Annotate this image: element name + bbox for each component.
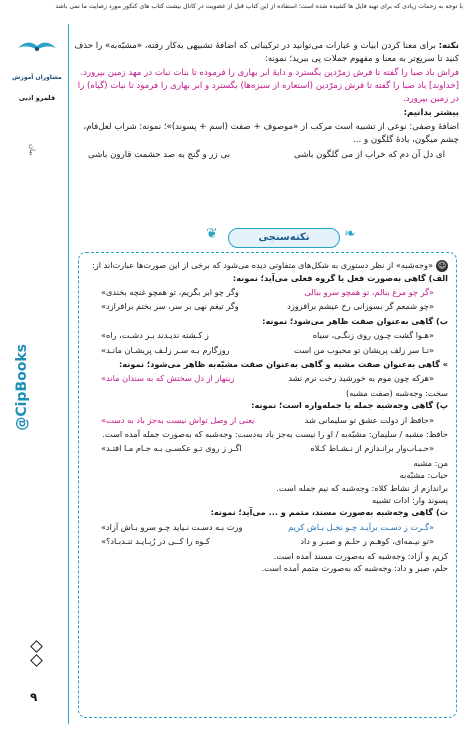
poem-hemistich-left: ز کـشته ندیـدند بـر دشـت، راه» (101, 330, 209, 341)
tip-icon: ☺ (437, 260, 447, 270)
section-c-heading: » گاهی به‌عنوان صفت مشبه و گاهی به‌عنوان صفت مشبّه‌به ظاهر می‌شود؛ نمونه: (119, 358, 448, 369)
section-f-note: کریم و آزاد: وجه‌شبه که به‌صورت مسند آمده است. (273, 550, 448, 561)
section-b-heading: ب) گاهی به‌عنوان صفت ظاهر می‌شود؛ نمونه: (262, 315, 448, 326)
box-title: نکته‌سنجی (228, 228, 340, 248)
note-text: برای معنا کردن ابیات و عبارات می‌توانید در ترکیباتی که اضافهٔ تشبیهی به‌کار رفته، «مشبّه‌به» را حذف کنید تا سریع‌تر به معنا و مفهوم جملات پی ببرید؛ نمونه: (74, 41, 459, 64)
logo-subtitle: قلمرو ادبی (18, 94, 56, 102)
section-d-note: حافظ: مشبه / سلیمان: مشبّه‌به / او را نیست به‌جز باد به‌دست: وجه‌شبه که به‌صورت جمله آمده است. (102, 428, 448, 439)
intro-section (74, 40, 459, 164)
watermark-text: @CipBooks (14, 344, 30, 431)
poem-hemistich-right: «هرکه چون موم به خورشید رخت نرم نشد (288, 373, 434, 384)
poem-hemistich-right: «هـوا گشت چـون روی زنگـی، سیاه (312, 330, 434, 341)
poem-line (87, 442, 448, 454)
example-paragraph: فراش باد صبا را گفته تا فرش زمرّدین بگسترد و دایهٔ ابر بهاری را فرموده تا بنات نبات در مهد زمین بپرورد. [خداوند] باد صبا را گفته تا فرش زمرّدین (استعاره از سبزه‌ها) بگسترد و ابر بهاری را فرمود تا نبات (گیاه) را در زمین بپرورد. (77, 68, 459, 104)
more-info-label: بیشتر بدانیم: (403, 108, 459, 118)
section-d-heading: پ) گاهی وجه‌شبه جمله یا جمله‌واره است؛ نمونه: (251, 400, 448, 411)
section-f-heading: ت) گاهی وجه‌شبه به‌صورت مسند، متمم و ... می‌آید؛ نمونه: (210, 507, 448, 518)
section-f-note: حلم، صبر و داد: وجه‌شبه که به‌صورت متمم آمده است. (261, 563, 448, 574)
poem-hemistich-right: «گر چو مرغ بنالم، تو همچو سرو ببالی (304, 286, 434, 297)
poem-line (87, 372, 448, 384)
poem-line (87, 300, 448, 312)
box-header (78, 222, 457, 252)
descriptive-compound-text: اضافهٔ وصفی: نوعی از تشبیه است مرکب از «موصوف + صفت (اسم + پسوند)»؛ نمونه: شراب لعل‌فام، چشم میگون، بادهٔ گلگون و ... (83, 122, 459, 145)
leaf-icon: ❧ (344, 226, 356, 242)
poem-hemistich-right: «تـا سر زلف پریشان تو محبوب من است (294, 344, 434, 355)
poem-hemistich-right: «حـبـاب‌وار برانـدازم از نـشـاط کـلاه (310, 443, 434, 454)
poem-line (87, 414, 448, 426)
tip-box (78, 252, 457, 718)
poem-line (87, 535, 448, 547)
poem-hemistich-left: ورت بـه دسـت نـیاید چـو سرو بـاش آزاد» (101, 521, 243, 532)
poem-line (87, 329, 448, 341)
section-e-line: براندازم از نشاط کلاه: وجه‌شبه که نیم جمله است. (276, 482, 448, 493)
section-e-line: پسوند وار: ادات تشبیه (372, 495, 448, 505)
diamond-ornament-icon (30, 640, 43, 653)
poem-hemistich-left: وگر تیغم نهی بر سر، سر بختم برافرازد» (101, 301, 239, 312)
poem-hemistich-left: وگر چو ابر بگریم، تو همچو غنچه بخندی» (101, 286, 239, 297)
poem-hemistich-left: یعنی از وصل تواش نیست به‌جز باد به دست» (101, 414, 255, 425)
poem-line (87, 521, 448, 533)
top-notice: با توجه به زحمات زیادی که برای تهیه فایل ها کشیده شده است؛ استفاده از این کتاب قبل از عضویت در کانال بیشت کتاب های کنکور مورد رضایت ما نمی باشد (55, 3, 463, 10)
poem-hemistich-left: زینهار از دل سختش که به سندان ماند» (101, 373, 235, 384)
poem-hemistich-right: «گـرت ز دسـت برآیـد چـو نخـل بـاش کریم (288, 521, 434, 532)
chapter-label: بیان (28, 144, 36, 156)
poem-line (87, 286, 448, 298)
logo-title: مشاوران آموزش (12, 74, 62, 81)
poem-hemistich-left: روزگارم بـه سـر زلـف پریشـان مانـد» (101, 344, 230, 355)
poem-hemistich-right: «حافظ از دولت عشق تو سلیمانی شد (304, 414, 434, 425)
page-number: ۹ (30, 690, 38, 704)
poem-hemistich-left: بی زر و گنج به صد حشمت قارون باشی (88, 150, 230, 160)
poem-hemistich-left: کـوه را کــی در رُبـایـد تنـدبـاد؟» (101, 536, 210, 547)
poem-hemistich-right: «چو شمعم گر بسوزانی رخ عیشم برافروزد (287, 301, 434, 312)
bird-logo-icon (16, 36, 58, 58)
sidebar (4, 24, 69, 724)
poem-hemistich-right: «تو نیـمه‌ای، کوهـم ز حلـم و صبـر و داد (300, 536, 434, 547)
box-intro: «وجه‌شبه» از نظر دستوری به شکل‌های متفاوتی دیده می‌شود که برخی از این صورت‌ها عبارت‌اند از: (92, 260, 433, 270)
poem-line (74, 149, 459, 162)
poem-hemistich-right: ای دل آن دم که خراب از می گلگون باشی (294, 150, 445, 160)
section-c-note: سخت: وجه‌شبه (صفت مشبه) (346, 387, 448, 398)
section-e-line: حباب: مشبّه‌به (399, 470, 448, 481)
poem-hemistich-left: اگـر ز روی تـو عکسـی بـه جـام مـا افتـد» (101, 443, 242, 454)
poem-line (87, 344, 448, 356)
note-label: نکته: (438, 41, 459, 51)
diamond-ornament-icon (30, 654, 43, 667)
leaf-icon: ❦ (206, 226, 218, 242)
section-a-heading: الف) گاهی به‌صورت فعل یا گروه فعلی می‌آید؛ نمونه: (232, 272, 448, 283)
section-e-line: من: مشبه (413, 457, 448, 468)
